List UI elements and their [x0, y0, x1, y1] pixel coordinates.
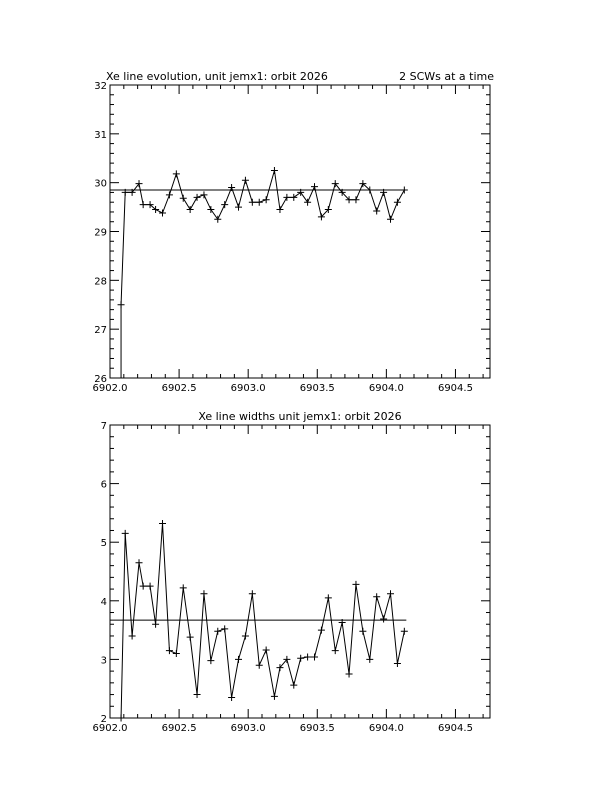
data-point [200, 191, 207, 198]
data-point [373, 207, 380, 214]
data-point [140, 201, 147, 208]
chart-xe-line-evolution [93, 70, 495, 394]
y-tick-label: 7 [100, 421, 107, 432]
y-tick-label: 4 [100, 596, 107, 608]
data-point [256, 662, 263, 669]
data-point [221, 625, 228, 632]
data-point [387, 590, 394, 597]
data-point [263, 647, 270, 654]
data-point [129, 632, 136, 639]
x-tick-label: 6903.5 [299, 383, 335, 394]
data-point [180, 195, 187, 202]
data-point [332, 647, 339, 654]
data-point [380, 615, 387, 622]
y-tick-label: 30 [94, 178, 107, 190]
series-line [121, 170, 404, 378]
data-point [122, 530, 129, 537]
data-point [194, 194, 201, 201]
y-tick-label: 31 [94, 129, 107, 141]
data-point [214, 216, 221, 223]
y-tick-label: 26 [94, 374, 107, 385]
data-point [401, 186, 408, 193]
x-tick-label: 6902.5 [161, 383, 197, 394]
plot-frame [110, 85, 490, 378]
x-tick-label: 6903.0 [230, 723, 266, 734]
data-point [401, 628, 408, 635]
data-point [242, 632, 249, 639]
data-point [235, 204, 242, 211]
data-point [228, 694, 235, 701]
data-point [311, 183, 318, 190]
data-point [147, 583, 154, 590]
data-point [352, 196, 359, 203]
y-tick-label: 27 [94, 325, 107, 337]
chart-subtitle: 2 SCWs at a time [399, 70, 494, 83]
y-tick-label: 2 [100, 714, 107, 725]
data-point [207, 206, 214, 213]
chart-xe-line-widths [93, 410, 491, 734]
x-tick-label: 6902.5 [161, 723, 197, 734]
data-point [187, 634, 194, 641]
data-point [394, 660, 401, 667]
x-tick-label: 6904.0 [368, 383, 404, 394]
data-point [352, 581, 359, 588]
data-point [263, 196, 270, 203]
x-tick-label: 6904.5 [437, 723, 473, 734]
y-tick-label: 3 [100, 655, 107, 667]
data-point [373, 593, 380, 600]
data-point [173, 650, 180, 657]
data-point [152, 621, 159, 628]
x-tick-label: 6904.5 [437, 383, 473, 394]
data-point [271, 693, 278, 700]
data-point [276, 206, 283, 213]
data-point [318, 627, 325, 634]
data-point [249, 199, 256, 206]
data-point [394, 199, 401, 206]
y-tick-label: 29 [94, 227, 107, 239]
data-point [304, 199, 311, 206]
data-point [214, 628, 221, 635]
chart-title: Xe line widths unit jemx1: orbit 2026 [198, 410, 402, 423]
data-point [297, 655, 304, 662]
data-point [366, 656, 373, 663]
data-point [325, 594, 332, 601]
x-tick-label: 6903.5 [299, 723, 335, 734]
data-point [359, 628, 366, 635]
data-point [140, 583, 147, 590]
series-line [121, 523, 404, 718]
data-point [311, 654, 318, 661]
x-tick-label: 6902.0 [92, 383, 128, 394]
y-tick-label: 28 [94, 276, 107, 288]
data-point [387, 216, 394, 223]
data-point [200, 590, 207, 597]
data-point [136, 559, 143, 566]
data-point [346, 671, 353, 678]
data-point [304, 654, 311, 661]
data-point [118, 301, 125, 308]
y-tick-label: 32 [94, 81, 107, 92]
data-point [242, 177, 249, 184]
y-tick-label: 6 [100, 479, 107, 491]
x-tick-label: 6902.0 [92, 723, 128, 734]
data-point [249, 590, 256, 597]
chart-title: Xe line evolution, unit jemx1: orbit 2026 [106, 70, 328, 83]
plot-frame [110, 425, 490, 718]
data-point [159, 520, 166, 527]
data-point [290, 194, 297, 201]
data-point [283, 194, 290, 201]
data-point [166, 191, 173, 198]
data-point [290, 682, 297, 689]
data-point [271, 167, 278, 174]
x-tick-label: 6903.0 [230, 383, 266, 394]
data-point [166, 647, 173, 654]
data-point [194, 691, 201, 698]
y-tick-label: 5 [100, 538, 107, 550]
data-point [256, 199, 263, 206]
data-point [180, 584, 187, 591]
data-point [235, 656, 242, 663]
data-point [221, 201, 228, 208]
data-point [207, 657, 214, 664]
data-point [159, 209, 166, 216]
x-tick-label: 6904.0 [368, 723, 404, 734]
data-point [187, 206, 194, 213]
data-point [173, 170, 180, 177]
